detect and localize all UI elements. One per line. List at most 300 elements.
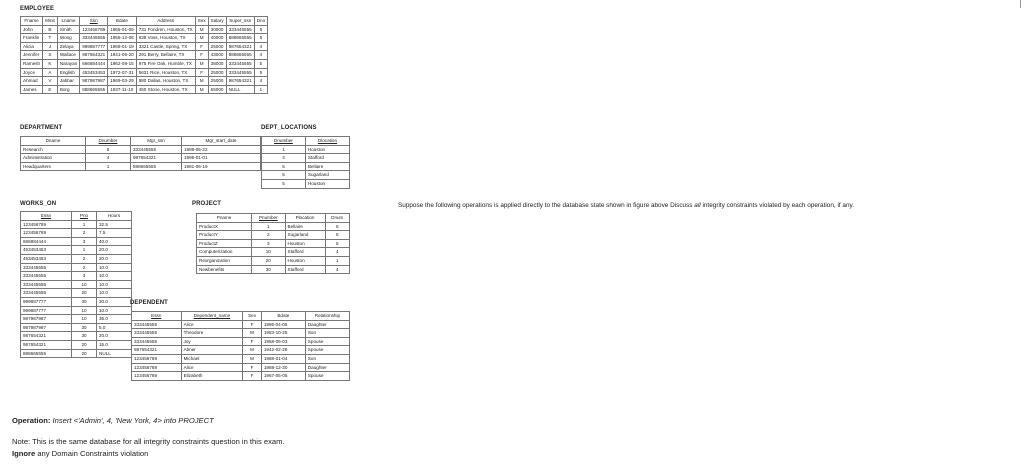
table-cell: 5 xyxy=(254,68,267,77)
table-row xyxy=(132,320,350,329)
table-cell: 1962-09-15 xyxy=(108,59,137,68)
table-cell: 5 xyxy=(262,179,306,188)
table-cell: F xyxy=(243,363,262,372)
table-cell: 2 xyxy=(72,229,97,238)
dept-locations-table xyxy=(261,136,350,189)
company-database-figure xyxy=(18,6,350,408)
table-row xyxy=(21,34,268,43)
table-cell: Ramesh xyxy=(21,59,43,68)
column-header: Fname xyxy=(21,17,43,26)
table-cell: Theodore xyxy=(181,329,243,338)
table-row xyxy=(21,145,261,154)
table-cell: Bellaire xyxy=(285,222,325,231)
table-cell: 20.0 xyxy=(97,254,132,263)
table-cell: 20 xyxy=(72,340,97,349)
table-cell: F xyxy=(195,68,208,77)
table-cell: 333445555 xyxy=(21,272,72,281)
table-cell: 20 xyxy=(252,256,285,265)
table-cell: 453453453 xyxy=(21,254,72,263)
table-row xyxy=(197,265,350,274)
table-cell: 123456789 xyxy=(132,354,182,363)
table-cell: Stafford xyxy=(285,248,325,257)
table-cell: 30 xyxy=(72,323,97,332)
table-cell: 43000 xyxy=(208,51,226,60)
table-row xyxy=(21,323,132,332)
table-row xyxy=(21,340,132,349)
column-header: Pnumber xyxy=(252,214,285,223)
table-cell: 291 Berry, Bellaire, TX xyxy=(136,51,195,60)
table-cell: 666884444 xyxy=(21,237,72,246)
table-cell: 888665555 xyxy=(131,162,182,171)
table-cell: 10 xyxy=(72,280,97,289)
column-header: Ssn xyxy=(80,17,108,26)
table-header-row xyxy=(21,212,132,221)
table-cell: 25000 xyxy=(208,77,226,86)
column-header: Bdate xyxy=(108,17,137,26)
project-table xyxy=(196,213,350,274)
table-cell: 1 xyxy=(262,145,306,154)
table-cell: 5 xyxy=(262,171,306,180)
table-cell: 999887777 xyxy=(21,306,72,315)
table-cell: Son xyxy=(305,329,349,338)
table-row xyxy=(21,306,132,315)
column-header: Mgr_ssn xyxy=(131,137,182,146)
table-cell: 4 xyxy=(254,77,267,86)
table-cell: 666884444 xyxy=(80,59,108,68)
column-header: Address xyxy=(136,17,195,26)
table-cell: Spouse xyxy=(305,337,349,346)
column-header: Dnum xyxy=(325,214,349,223)
table-row xyxy=(197,256,350,265)
table-cell: 15.0 xyxy=(97,340,132,349)
table-cell: 25000 xyxy=(208,68,226,77)
table-cell: 123456789 xyxy=(21,220,72,229)
table-cell: F xyxy=(243,320,262,329)
table-cell: 2 xyxy=(252,231,285,240)
table-cell: Son xyxy=(305,354,349,363)
works-on-title: WORKS_ON xyxy=(20,201,57,207)
table-row xyxy=(132,354,350,363)
table-cell: 1968-01-19 xyxy=(108,42,137,51)
table-row xyxy=(197,239,350,248)
table-row xyxy=(21,154,261,163)
table-cell: 4 xyxy=(254,51,267,60)
table-cell: 987654321 xyxy=(226,77,254,86)
table-cell: 7.5 xyxy=(97,229,132,238)
table-cell: Alice xyxy=(181,320,243,329)
table-row xyxy=(21,25,268,34)
ignore-line xyxy=(12,449,148,458)
column-header: Dnumber xyxy=(262,137,306,146)
table-cell: 1 xyxy=(72,246,97,255)
table-cell: Wallace xyxy=(57,51,79,60)
table-cell: A xyxy=(43,68,58,77)
table-cell: 32.5 xyxy=(97,220,132,229)
table-cell: Research xyxy=(21,145,86,154)
table-row xyxy=(21,246,132,255)
table-cell: 40.0 xyxy=(97,237,132,246)
table-cell: 30000 xyxy=(208,25,226,34)
table-cell: 5631 Rice, Houston, TX xyxy=(136,68,195,77)
column-header: Pno xyxy=(72,212,97,221)
table-cell: 1937-11-10 xyxy=(108,85,137,94)
table-cell: 55000 xyxy=(208,85,226,94)
table-cell: 1981-06-19 xyxy=(182,162,261,171)
table-cell: 123456789 xyxy=(80,25,108,34)
table-row xyxy=(132,329,350,338)
table-cell: Borg xyxy=(57,85,79,94)
table-cell: M xyxy=(195,25,208,34)
table-cell: 5 xyxy=(254,59,267,68)
table-cell: M xyxy=(195,59,208,68)
operation-value: Insert <'Admin', 4, 'New York, 4> into PROJECT xyxy=(50,416,214,425)
table-cell: 40000 xyxy=(208,34,226,43)
department-title: DEPARTMENT xyxy=(20,125,63,131)
table-cell: 453453453 xyxy=(21,246,72,255)
table-cell: 5 xyxy=(325,231,349,240)
operation-label: Operation: xyxy=(12,416,51,425)
table-cell: 38000 xyxy=(208,59,226,68)
table-cell: 5 xyxy=(254,25,267,34)
table-cell: John xyxy=(21,25,43,34)
table-cell: 4 xyxy=(254,42,267,51)
table-cell: ProductZ xyxy=(197,239,252,248)
table-cell: 5 xyxy=(254,34,267,43)
table-cell: 1972-07-31 xyxy=(108,68,137,77)
table-cell: B xyxy=(43,25,58,34)
table-cell: F xyxy=(195,51,208,60)
table-cell: 10.0 xyxy=(97,280,132,289)
column-header: Super_ssn xyxy=(226,17,254,26)
table-cell: 5 xyxy=(325,222,349,231)
table-cell: Wong xyxy=(57,34,79,43)
table-row xyxy=(21,237,132,246)
table-cell: 1965-01-09 xyxy=(108,25,137,34)
dependent-title: DEPENDENT xyxy=(130,300,168,306)
table-cell: E xyxy=(43,85,58,94)
table-cell: 1988-01-04 xyxy=(261,354,305,363)
table-cell: 10.0 xyxy=(97,306,132,315)
table-cell: 123456789 xyxy=(132,363,182,372)
table-cell: NULL xyxy=(97,349,132,358)
column-header: Dlocation xyxy=(305,137,349,146)
table-row xyxy=(21,289,132,298)
table-cell: M xyxy=(195,85,208,94)
column-header: Hours xyxy=(97,212,132,221)
table-cell: 1 xyxy=(325,256,349,265)
column-header: Sex xyxy=(243,312,262,321)
table-cell: Michael xyxy=(181,354,243,363)
table-cell: 333445555 xyxy=(132,337,182,346)
table-cell: 999887777 xyxy=(80,42,108,51)
table-row xyxy=(21,85,268,94)
table-row xyxy=(21,254,132,263)
table-cell: 123456789 xyxy=(132,372,182,381)
table-cell: 453453453 xyxy=(80,68,108,77)
table-cell: 1942-02-28 xyxy=(261,346,305,355)
operation-line xyxy=(12,416,214,425)
table-cell: Zelaya xyxy=(57,42,79,51)
table-cell: 333445555 xyxy=(80,34,108,43)
table-cell: James xyxy=(21,85,43,94)
table-cell: 3 xyxy=(252,239,285,248)
table-header-row xyxy=(21,17,268,26)
table-row xyxy=(262,145,350,154)
table-cell: 888665555 xyxy=(226,34,254,43)
table-cell: 975 Fire Oak, Humble, TX xyxy=(136,59,195,68)
table-cell: S xyxy=(43,51,58,60)
table-cell: 731 Fondren, Houston, TX xyxy=(136,25,195,34)
table-row xyxy=(132,372,350,381)
table-cell: 888665555 xyxy=(80,85,108,94)
table-row xyxy=(21,77,268,86)
table-cell: Sugarland xyxy=(305,171,349,180)
table-cell: 4 xyxy=(325,265,349,274)
table-cell: Houston xyxy=(305,179,349,188)
table-row xyxy=(21,220,132,229)
question-emphasis: all xyxy=(694,202,701,209)
table-row xyxy=(21,349,132,358)
table-cell: 987654321 xyxy=(226,42,254,51)
table-cell: Bellaire xyxy=(305,162,349,171)
table-cell: 987987987 xyxy=(21,315,72,324)
table-cell: 10 xyxy=(72,315,97,324)
table-row xyxy=(132,363,350,372)
table-cell: Daughter xyxy=(305,320,349,329)
table-cell: 30.0 xyxy=(97,297,132,306)
table-cell: 1986-04-05 xyxy=(261,320,305,329)
column-header: Bdate xyxy=(261,312,305,321)
table-cell: 35.0 xyxy=(97,315,132,324)
table-cell: NULL xyxy=(226,85,254,94)
table-cell: 333445555 xyxy=(226,68,254,77)
table-cell: 1955-12-08 xyxy=(108,34,137,43)
table-cell: 20 xyxy=(72,289,97,298)
table-cell: 1969-03-29 xyxy=(108,77,137,86)
table-header-row xyxy=(262,137,350,146)
table-cell: 980 Dallas, Houston, TX xyxy=(136,77,195,86)
column-header: Pname xyxy=(197,214,252,223)
scroll-edge-mark xyxy=(1020,0,1021,8)
table-row xyxy=(21,59,268,68)
table-cell: Daughter xyxy=(305,363,349,372)
table-row xyxy=(21,332,132,341)
table-row xyxy=(21,51,268,60)
department-table xyxy=(20,136,261,171)
table-cell: M xyxy=(195,77,208,86)
employee-table xyxy=(20,16,268,94)
ignore-label: Ignore xyxy=(12,449,36,458)
table-cell: 5 xyxy=(86,145,131,154)
table-row xyxy=(21,272,132,281)
table-cell: Joy xyxy=(181,337,243,346)
table-cell: 10 xyxy=(252,248,285,257)
works-on-table xyxy=(20,211,132,358)
table-cell: 1 xyxy=(252,222,285,231)
table-cell: M xyxy=(243,329,262,338)
table-cell: Abner xyxy=(181,346,243,355)
table-cell: 333445555 xyxy=(132,329,182,338)
table-cell: Ahmad xyxy=(21,77,43,86)
table-cell: 1995-01-01 xyxy=(182,154,261,163)
table-cell: 10.0 xyxy=(97,272,132,281)
table-cell: Alicia xyxy=(21,42,43,51)
table-cell: 987654321 xyxy=(80,51,108,60)
table-cell: Houston xyxy=(305,145,349,154)
column-header: Lname xyxy=(57,17,79,26)
table-cell: 1941-06-20 xyxy=(108,51,137,60)
table-cell: 1 xyxy=(86,162,131,171)
table-cell: Stafford xyxy=(285,265,325,274)
table-cell: Joyce xyxy=(21,68,43,77)
table-cell: 333445555 xyxy=(21,289,72,298)
table-cell: 1988-12-30 xyxy=(261,363,305,372)
table-cell: T xyxy=(43,34,58,43)
table-cell: 2 xyxy=(72,263,97,272)
table-cell: 4 xyxy=(262,154,306,163)
table-cell: V xyxy=(43,77,58,86)
table-cell: Narayan xyxy=(57,59,79,68)
table-cell: J xyxy=(43,42,58,51)
table-cell: 10.0 xyxy=(97,263,132,272)
table-cell: Spouse xyxy=(305,346,349,355)
column-header: Minit xyxy=(43,17,58,26)
table-cell: 1988-05-22 xyxy=(182,145,261,154)
table-cell: 3 xyxy=(72,237,97,246)
table-cell: 30 xyxy=(72,297,97,306)
table-cell: Franklin xyxy=(21,34,43,43)
table-cell: 5.0 xyxy=(97,323,132,332)
table-cell: 10 xyxy=(72,306,97,315)
table-row xyxy=(21,162,261,171)
table-cell: 333445555 xyxy=(226,25,254,34)
table-row xyxy=(197,231,350,240)
table-cell: M xyxy=(243,354,262,363)
table-cell: Reorganization xyxy=(197,256,252,265)
table-header-row xyxy=(21,137,261,146)
employee-title: EMPLOYEE xyxy=(20,6,55,12)
table-cell: 1983-10-25 xyxy=(261,329,305,338)
table-cell: 3321 Castle, Spring, TX xyxy=(136,42,195,51)
table-cell: Sugarland xyxy=(285,231,325,240)
table-cell: 333445555 xyxy=(21,280,72,289)
column-header: Dname xyxy=(21,137,86,146)
table-cell: Houston xyxy=(285,239,325,248)
table-row xyxy=(21,280,132,289)
table-cell: Spouse xyxy=(305,372,349,381)
table-cell: 1958-05-03 xyxy=(261,337,305,346)
dept-locations-title: DEPT_LOCATIONS xyxy=(261,125,317,131)
table-cell: ProductX xyxy=(197,222,252,231)
table-cell: 123456789 xyxy=(21,229,72,238)
table-cell: 1 xyxy=(254,85,267,94)
column-header: Essn xyxy=(132,312,182,321)
table-cell: 25000 xyxy=(208,42,226,51)
table-cell: 450 Stone, Houston, TX xyxy=(136,85,195,94)
column-header: Dno xyxy=(254,17,267,26)
table-cell: K xyxy=(43,59,58,68)
question-text: Suppose the following operations is applied directly to the database state shown in figure above Discuss all integrity constraints violated by each operation, if any. xyxy=(398,202,855,209)
table-cell: 1 xyxy=(72,220,97,229)
table-cell: Elizabeth xyxy=(181,372,243,381)
table-row xyxy=(262,171,350,180)
table-row xyxy=(21,263,132,272)
table-cell: 987654321 xyxy=(131,154,182,163)
table-cell: Jabbar xyxy=(57,77,79,86)
table-row xyxy=(21,315,132,324)
table-cell: Administration xyxy=(21,154,86,163)
table-cell: 1967-05-05 xyxy=(261,372,305,381)
table-cell: 4 xyxy=(325,248,349,257)
table-cell: 3 xyxy=(72,272,97,281)
table-row xyxy=(132,346,350,355)
table-cell: 5 xyxy=(262,162,306,171)
table-cell: M xyxy=(243,346,262,355)
table-cell: 5 xyxy=(325,239,349,248)
table-row xyxy=(262,179,350,188)
note-text: Note: This is the same database for all integrity constraints question in this exam. xyxy=(12,437,285,446)
table-cell: Computerization xyxy=(197,248,252,257)
table-cell: Newbenefits xyxy=(197,265,252,274)
dependent-table xyxy=(131,311,350,381)
table-cell: ProductY xyxy=(197,231,252,240)
table-row xyxy=(21,297,132,306)
table-row xyxy=(262,154,350,163)
column-header: Sex xyxy=(195,17,208,26)
table-cell: 999887777 xyxy=(21,297,72,306)
table-cell: 10.0 xyxy=(97,289,132,298)
table-header-row xyxy=(132,312,350,321)
table-cell: 30 xyxy=(252,265,285,274)
table-cell: Headquarters xyxy=(21,162,86,171)
column-header: Essn xyxy=(21,212,72,221)
table-cell: Alice xyxy=(181,363,243,372)
column-header: Plocation xyxy=(285,214,325,223)
table-cell: Jennifer xyxy=(21,51,43,60)
table-cell: 333445555 xyxy=(226,59,254,68)
table-row xyxy=(132,337,350,346)
table-cell: 333445555 xyxy=(21,263,72,272)
table-row xyxy=(197,248,350,257)
table-cell: 987654321 xyxy=(21,332,72,341)
table-cell: 987654321 xyxy=(132,346,182,355)
table-cell: F xyxy=(243,337,262,346)
table-cell: 987987987 xyxy=(80,77,108,86)
table-cell: 888665555 xyxy=(226,51,254,60)
project-title: PROJECT xyxy=(192,201,222,207)
table-cell: 20.0 xyxy=(97,332,132,341)
table-cell: Stafford xyxy=(305,154,349,163)
column-header: Salary xyxy=(208,17,226,26)
table-cell: 20.0 xyxy=(97,246,132,255)
table-cell: 4 xyxy=(86,154,131,163)
table-cell: 20 xyxy=(72,349,97,358)
table-row xyxy=(21,68,268,77)
table-cell: 333445555 xyxy=(132,320,182,329)
table-cell: 333445555 xyxy=(131,145,182,154)
table-row xyxy=(21,42,268,51)
column-header: Dnumber xyxy=(86,137,131,146)
table-cell: Houston xyxy=(285,256,325,265)
column-header: Relationship xyxy=(305,312,349,321)
table-cell: 30 xyxy=(72,332,97,341)
table-cell: 987654321 xyxy=(21,340,72,349)
table-cell: 2 xyxy=(72,254,97,263)
ignore-text: any Domain Constraints violation xyxy=(35,449,149,458)
table-row xyxy=(262,162,350,171)
table-cell: M xyxy=(195,34,208,43)
table-cell: 638 Voss, Houston, TX xyxy=(136,34,195,43)
